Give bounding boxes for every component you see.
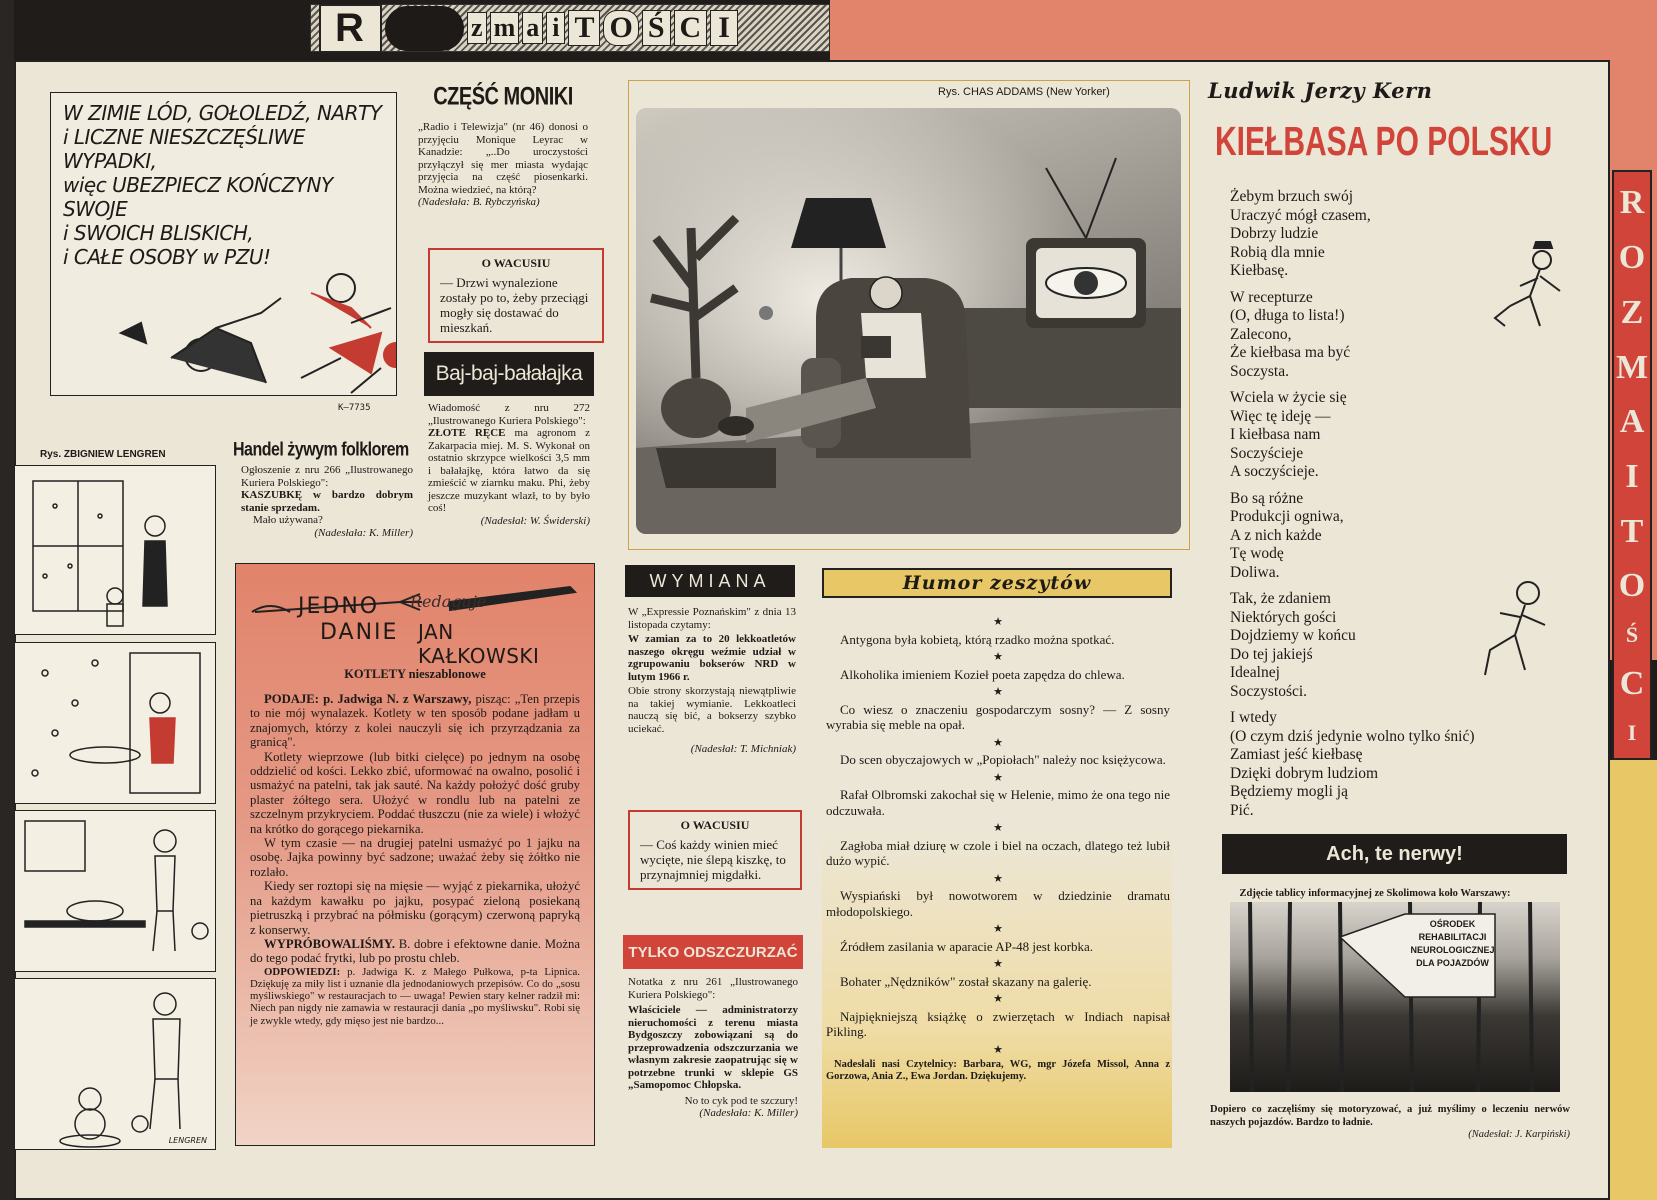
handel	[233, 440, 413, 539]
poem-line: I wtedy	[1230, 709, 1277, 726]
poem-line: A z nich każde	[1230, 526, 1322, 544]
pzu-line: i CAŁE OSOBY w PZU!	[63, 245, 271, 269]
snowman-dog-illustration	[15, 979, 215, 1149]
poem-line: I kiełbasa nam	[1230, 426, 1321, 443]
lengren-panel-3	[14, 810, 216, 972]
tylko-body	[628, 976, 798, 1120]
humor-item: Bohater „Nędzników" został skazany na galerię.	[840, 973, 1092, 989]
humor-item: Do scen obyczajowych w „Popiołach" należy noc księżycowa.	[840, 752, 1166, 767]
jedno-danie-box	[235, 563, 595, 1146]
masthead-letter: O	[385, 6, 464, 51]
poem-line: (O czym dziś jedynie wolno tylko śnić)	[1230, 727, 1475, 745]
poem-line: Dojdziemy w końcu	[1230, 627, 1356, 644]
masthead	[310, 4, 830, 52]
star-divider: ★	[993, 993, 1003, 1005]
addams-cartoon	[636, 108, 1181, 534]
window-pan-illustration	[15, 643, 215, 803]
nerwy-credit: (Nadesłał: J. Karpiński)	[1468, 1129, 1570, 1140]
pzu-code: K—7735	[338, 403, 371, 413]
running-man-illustration-1	[1480, 236, 1580, 346]
poem-line: Soczysta.	[1230, 362, 1289, 380]
lengren-panel-1	[14, 465, 216, 635]
lengren-signature: LENGREN	[168, 1136, 207, 1145]
pzu-cartoon	[50, 92, 397, 396]
poem-line: Produkcji ogniwa,	[1230, 508, 1344, 525]
star-divider: ★	[993, 822, 1003, 834]
wacus-body: — Coś każdy winien mieć wycięte, nie ślepą kiszkę, to przynajmniej migdałki.	[640, 837, 786, 882]
pzu-line: i SWOICH BLISKICH,	[63, 221, 254, 245]
jedno-banner-a: JEDNO	[298, 594, 380, 619]
poem-line: Bo są różne	[1230, 489, 1304, 507]
poem-stanza	[1230, 709, 1590, 820]
nerwy-title-bar	[1222, 834, 1567, 874]
jedno-subtitle: KOTLETY nieszablonowe	[344, 667, 486, 681]
wacus-box-1	[428, 248, 604, 343]
tv-eye-illustration	[636, 108, 1181, 534]
baj-intro: Wiadomość z nru 272 „Ilustrowanego Kuriera Polskiego":	[428, 402, 590, 427]
star-divider: ★	[993, 1043, 1003, 1056]
nerwy-photo	[1230, 902, 1560, 1092]
wymiana-bold: W zamian za to 20 lekkoatletów naszego okręgu weźmie udział w zgrupowaniu bokserów NRD w lutym 1966 r.	[628, 633, 796, 683]
jedno-p6-label: ODPOWIEDZI:	[264, 965, 341, 978]
handel-body: Mało używana?	[253, 514, 323, 526]
star-divider: ★	[993, 872, 1003, 885]
star-divider: ★	[993, 616, 1003, 628]
poem-line: Uraczyć mógł czasem,	[1230, 206, 1371, 224]
poem-line: Soczystości.	[1230, 682, 1308, 700]
humor-item: Najpiękniejszą książkę o zwierzętach w Indiach napisał Pikling.	[826, 1008, 1170, 1039]
wymiana-title: WYMIANA	[649, 570, 771, 591]
poem-line: Doliwa.	[1230, 563, 1280, 581]
snow-window-illustration	[15, 466, 215, 634]
jedno-banner-c: Redaguje	[410, 592, 487, 611]
side-letter: M	[1615, 348, 1649, 386]
poem-line: Żebym brzuch swój	[1230, 188, 1354, 205]
tylko-title-bar	[623, 935, 803, 969]
addams-caption: Rys. CHAS ADDAMS (New Yorker)	[938, 86, 1110, 98]
tylko-bold: Właściciele — administratorzy nieruchomości z terenu miasta Bydgoszczy zobowiązani są do przeprowadzenia odszczurzania we własnym zakresie zaopatrując się w potrzebne trunki w sklepie GS „Samopomoc Chłopska.	[628, 1004, 798, 1091]
side-letter: I	[1625, 457, 1639, 495]
kern-title: KIEŁBASA PO POLSKU	[1215, 120, 1553, 165]
poem-line: Kiełbasę.	[1230, 262, 1289, 279]
tylko-title: TYLKO ODSZCZURZAĆ	[628, 943, 798, 961]
poem-stanza	[1230, 490, 1590, 583]
poem-line: Dzięki dobrym ludziom	[1230, 764, 1379, 782]
jedno-p3: W tym czasie — na drugiej patelni usmażyć po 1 jajku na osobę. Jajka powinny być sadzone; uważać żeby się żółtko nie rozlało.	[250, 836, 580, 879]
poem-line: Wciela w życie się	[1230, 389, 1347, 406]
poem-line: Tę wodę	[1230, 545, 1284, 562]
jedno-p6: p. Jadwiga K. z Małego Pułkowa, p-ta Lipnica. Dziękuję za miły list i uznanie dla jednodaniowych przepisów. Co do „sosu myśliwskiego" w restauracjach to — uwaga! Pewien stary kelner radził mi: Niech pan nigdy nie zamawia w restauracji dania „po myśliwsku". Robi się je zwykle wtedy, gdy mięso jest nie bardzo...	[250, 965, 580, 1027]
jedno-banner	[250, 572, 580, 667]
sign-line: NEUROLOGICZNEJ	[1410, 945, 1495, 955]
wacus-title: O WACUSIU	[481, 256, 551, 270]
side-letter: A	[1619, 403, 1645, 441]
kern-author: Ludwik Jerzy Kern	[1208, 78, 1433, 103]
wacus-title: O WACUSIU	[680, 818, 750, 832]
jedno-p2: Kotlety wieprzowe (lub bitki cielęce) po jednym na osobę oddzielić od kości. Lekko zbić, uformować na owalno, posolić i usmażyć na patelni, tak jak sauté. Na każdy położyć dość gruby plaster żółtego sera. Ułożyć w rondlu lub na patelni ze szczelnym przykryciem. Poddać tłuszczu (nie za wiele) i włożyć na krótko do gorącego piekarnika.	[250, 749, 580, 836]
falling-people-illustration	[51, 93, 396, 395]
poem-line: Zalecono,	[1230, 325, 1292, 343]
lengren-panel-4	[14, 978, 216, 1150]
side-letter: C	[1619, 664, 1645, 702]
lengren-panel-2	[14, 642, 216, 804]
forest-trees-illustration	[1230, 902, 1560, 1092]
lengren-caption: Rys. ZBIGNIEW LENGREN	[40, 449, 166, 460]
side-letter: Ś	[1625, 622, 1639, 648]
star-divider: ★	[993, 686, 1003, 698]
poem-line: Będziemy mogli ją	[1230, 783, 1348, 800]
masthead-letter: Ś	[642, 10, 671, 46]
poem-line: A soczyścieje.	[1230, 463, 1319, 480]
poem-line: Zamiast jeść kiełbasę	[1230, 746, 1363, 763]
baj-bold: ZŁOTE RĘCE	[428, 427, 506, 439]
masthead-letter: a	[522, 12, 543, 44]
salmon-top-band	[830, 0, 1657, 60]
humor-item: Antygona była kobietą, którą rzadko można spotkać.	[840, 631, 1115, 647]
masthead-letter: i	[546, 12, 565, 44]
sign-line: OŚRODEK REHABILITACJI	[1418, 919, 1487, 942]
poem-stanza	[1230, 389, 1590, 482]
masthead-letter: T	[568, 10, 600, 46]
jedno-text	[250, 692, 580, 1027]
jedno-banner-b: DANIE	[320, 620, 399, 645]
humor-title: Humor zeszytów	[902, 572, 1092, 594]
poem-line: Pić.	[1230, 801, 1254, 819]
nerwy-caption: Dopiero co zaczęliśmy się motoryzować, a już myślimy o leczeniu nerwów naszych pojazdów. Bardzo to ładnie.	[1210, 1104, 1570, 1128]
jedno-podaje: PODAJE: p. Jadwiga N. z Warszawy,	[264, 692, 472, 706]
masthead-letter: z	[467, 12, 487, 44]
poem-line: Że kiełbasa ma być	[1230, 344, 1351, 361]
poem-line: Więc tę ideję —	[1230, 407, 1331, 425]
star-divider: ★	[993, 923, 1003, 935]
wymiana-text: Obie strony skorzystają niewątpliwie na takiej wymianie. Lekkoatleci nauczą się bić, a bokserzy szybko uciekać.	[628, 685, 796, 735]
yellow-right-band	[1610, 760, 1657, 1200]
nerwy-sign	[1410, 918, 1495, 970]
jedno-p5: B. dobre i efektowne danie. Można do tego podać frytki, lub po prostu chleb.	[250, 936, 580, 966]
side-letter: O	[1618, 239, 1646, 277]
humor-item: Źródłem zasilania w aparacie AP-48 jest korbka.	[840, 938, 1094, 954]
humor-footer: Nadesłali nasi Czytelnicy: Barbara, WG, mgr Józefa Missol, Anna z Gorzowa, Ania Z., Ewa Jordan. Dziękujemy.	[826, 1059, 1170, 1082]
czesc-moniki-body: „Radio i Telewizja" (nr 46) donosi o przyjęciu Monique Leyrac w Kanadzie: „..Do uroczystości przyłączył się mer miasta wydając przyjęcia na część piosenkarki. Można wiedzieć, na którą?	[418, 121, 588, 196]
star-divider: ★	[993, 651, 1003, 663]
humor-item: Alkoholika imieniem Kozieł poeta zapędza do chlewa.	[840, 666, 1125, 682]
pzu-line: i LICZNE NIESZCZĘŚLIWE WYPADKI,	[63, 125, 305, 173]
side-letter: I	[1627, 719, 1637, 745]
humor-item: Rafał Olbromski zakochał się w Helenie, mimo że ona tego nie odczuwała.	[826, 787, 1170, 818]
wymiana-body	[628, 606, 796, 756]
star-divider: ★	[993, 736, 1003, 749]
humor-item: Co wiesz o znaczeniu gospodarczym sosny? — Z sosny wyrabia się meble na opał.	[826, 701, 1170, 732]
poem-line: Do tej jakiejś	[1230, 645, 1313, 663]
star-divider: ★	[993, 958, 1003, 970]
nerwy-intro: Zdjęcie tablicy informacyjnej ze Skolimowa koło Warszawy:	[1239, 888, 1511, 899]
side-letter: O	[1618, 567, 1646, 605]
humor-title-bar	[822, 568, 1172, 598]
pzu-line: W ZIMIE LÓD, GOŁOLEDŹ, NARTY	[63, 101, 382, 125]
jedno-banner-d: JAN KAŁKOWSKI	[418, 620, 540, 668]
star-divider: ★	[993, 771, 1003, 784]
handel-title: Handel żywym folklorem	[233, 440, 409, 461]
baj-credit: (Nadesłał: W. Świderski)	[480, 514, 590, 527]
tylko-intro: Notatka z nru 261 „Ilustrowanego Kuriera Polskiego":	[628, 976, 798, 1001]
masthead-letter: C	[674, 10, 708, 46]
czesc-moniki-credit: (Nadesłała: B. Rybczyńska)	[418, 196, 540, 208]
humor-item: Zagłoba miał dziurę w czole i biel na oczach, dlatego też lubił dużo wypić.	[826, 837, 1170, 868]
handel-bold: KASZUBKĘ w bardzo dobrym stanie sprzedam.	[241, 489, 413, 514]
humor-item: Wyspiański był nowotworem w dziedzinie dramatu młodopolskiego.	[826, 888, 1170, 919]
side-letter: T	[1620, 512, 1644, 550]
poem-line: W recepturze	[1230, 288, 1313, 306]
side-title	[1612, 170, 1652, 760]
poem-line: Tak, że zdaniem	[1230, 590, 1331, 607]
side-letter: Z	[1620, 293, 1644, 331]
poem-line: Dobrzy ludzie	[1230, 225, 1319, 242]
baj-text: ma agronom z Zakarpacia miej. M. S. Wykonał on ostatnio skrzypce wielkości 3,5 mm i bałałajkę, która łatwo da się zmieścić w ziarnku maku. Phi, żeby jeszcze muzykant wlazł, to by było coś!	[428, 427, 591, 514]
baj-title-bar	[424, 352, 594, 396]
humor-list	[826, 612, 1170, 1083]
side-letter: R	[1619, 184, 1645, 222]
jedno-p1: pisząc: „Ten przepis to nie mój wynalazek. Kotlety w ten sposób podane jadłam u znajomych, którzy z kolei nauczyli się ich przyrządzania za granicą".	[250, 692, 580, 750]
poem-line: Idealnej	[1230, 664, 1280, 681]
wymiana-credit: (Nadesłał: T. Michniak)	[690, 743, 796, 755]
nerwy-caption-block	[1210, 1104, 1570, 1142]
baj-title: Baj-baj-bałałajka	[435, 362, 583, 385]
jedno-p5-label: WYPRÓBOWALIŚMY.	[264, 936, 396, 951]
running-man-illustration-2	[1470, 575, 1570, 685]
nerwy-title: Ach, te nerwy!	[1326, 842, 1463, 865]
wacus-body: — Drzwi wynalezione zostały po to, żeby przeciągi mogły się dostawać do mieszkań.	[440, 275, 589, 335]
tylko-text: No to cyk pod te szczury!	[684, 1094, 798, 1107]
masthead-letter: O	[603, 10, 638, 46]
poem-line: Niektórych gości	[1230, 608, 1337, 626]
wymiana-intro: W „Expressie Poznańskim" z dnia 13 listopada czytamy:	[628, 606, 796, 631]
left-dark-strip	[0, 0, 14, 1200]
baj-body	[428, 402, 590, 527]
czesc-moniki-title: CZĘŚĆ MONIKI	[433, 83, 573, 111]
poem-line: Robią dla mnie	[1230, 243, 1325, 261]
sign-line: DLA POJAZDÓW	[1416, 958, 1489, 968]
pzu-line: więc UBEZPIECZ KOŃCZYNY SWOJE	[63, 173, 333, 221]
masthead-letter: I	[710, 10, 738, 46]
masthead-letter: m	[490, 12, 520, 44]
masthead-letter: R	[319, 4, 382, 53]
snowman-plate-illustration	[15, 811, 215, 971]
tylko-credit: (Nadesłała: K. Miller)	[699, 1107, 798, 1119]
poem-line: (O, długa to lista!)	[1230, 307, 1345, 324]
handel-credit: (Nadesłała: K. Miller)	[314, 526, 413, 539]
jedno-p4: Kiedy ser roztopi się na mięsie — wyjąć z piekarnika, ułożyć na każdym kawałku po jajku, posypać zieloną posiekaną pietruszką i przybrać na półmisku (gorącym) czerwoną papryką z konserwy.	[250, 879, 580, 937]
wacus-box-2	[628, 810, 802, 890]
czesc-moniki	[418, 80, 588, 209]
poem-line: Soczyścieje	[1230, 444, 1304, 462]
handel-intro: Ogłoszenie z nru 266 „Ilustrowanego Kuriera Polskiego":	[241, 464, 413, 489]
wymiana-title-bar	[625, 565, 795, 597]
